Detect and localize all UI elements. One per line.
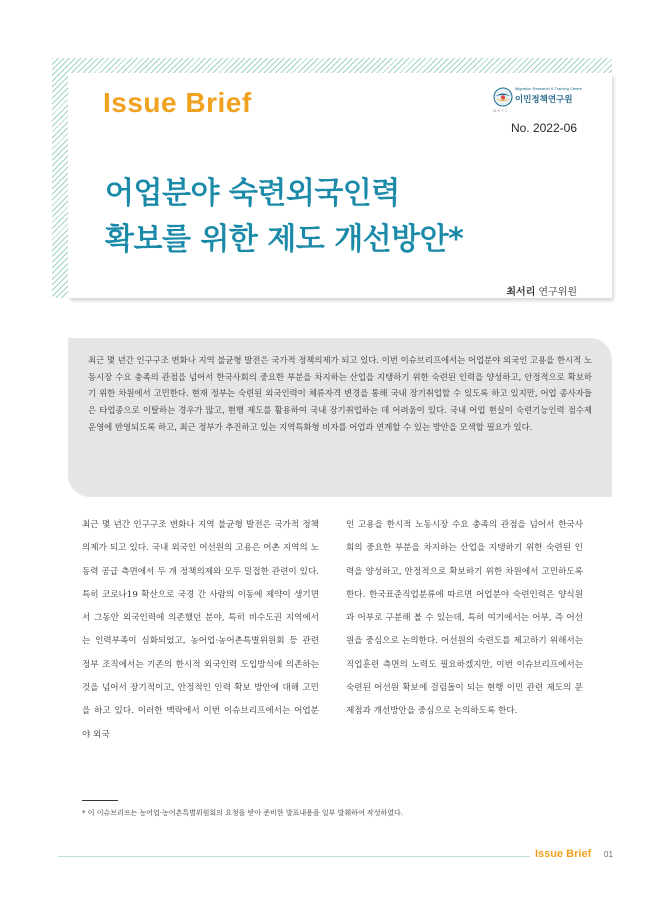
summary-box: 최근 몇 년간 인구구조 변화나 지역 불균형 발전은 국가적 정책의제가 되고 있다. 이번 이슈브리프에서는 어업분야 외국인 고용을 한시적 노동시장 수요 충족의 관점을 넘어서 한국사회의 중요한 부분을 차지하는 산업을 지탱하기 위한 숙련된 인력을 양성하고, 안정적으로 확보하기 위한 차원에서 고민한다. 현재 정부는 숙련된 외국인력이 체류자격 변경을 통해 국내 장기취업할 수 있도록 하고 있지만, 어업 종사자들은 타업종으로 이탈하는 경우가 많고, 현행 제도를 활용하여 국내 장기취업하는 데 어려움이 있다. 국내 어업 현실이 숙련기능인력 점수제 운영에 반영되도록 하고, 최근 정부가 추진하고 있는 지역특화형 비자를 어업과 연계할 수 있는 방안을 모색할 필요가 있다.	[68, 338, 612, 497]
author-name: 최서리	[506, 287, 536, 298]
globe-logo-icon	[493, 87, 513, 107]
logo-english-name: Migration Research & Training Centre	[515, 86, 582, 91]
footer-divider	[58, 856, 530, 857]
page-title	[105, 171, 463, 263]
issue-number: No. 2022-06	[510, 121, 577, 135]
institute-logo	[493, 84, 593, 116]
brand-title: Issue Brief	[103, 87, 252, 118]
page-number: 01	[604, 850, 613, 859]
footnote: * 이 이슈브리프는 농어업·농어촌특별위원회의 요청을 받아 준비한 발표내용을 일부 발췌하여 작성하였다.	[82, 809, 403, 817]
body-column-right: 인 고용을 한시적 노동시장 수요 충족의 관점을 넘어서 한국사회의 중요한 부분을 차지하는 산업을 지탱하기 위한 숙련된 인력을 양성하고, 안정적으로 확보하기 위한 차원에서 고민하도록 한다. 한국표준직업분류에 따르면 어업분야 숙련인력은 양식원과 어부로 구분해 볼 수 있는데, 특히 여기에서는 어부, 즉 어선원을 중심으로 논의한다. 어선원의 숙련도를 제고하기 위해서는 직업훈련 측면의 노력도 필요하겠지만, 이번 이슈브리프에서는 숙련된 어선원 확보에 걸림돌이 되는 현행 이민 관련 제도의 문제점과 개선방안을 중심으로 논의하도록 한다.	[346, 520, 583, 717]
logo-korean-name: 이민정책연구원	[515, 95, 573, 105]
footnote-divider	[82, 800, 118, 801]
title-line-2: 확보를 위한 제도 개선방안*	[105, 222, 464, 257]
author-credit	[506, 283, 577, 298]
footer-brand: Issue Brief	[535, 848, 592, 860]
title-line-1: 어업분야 숙련외국인력	[105, 176, 400, 211]
author-role: 연구위원	[538, 287, 577, 298]
body-column-left: 최근 몇 년간 인구구조 변화나 지역 불균형 발전은 국가적 정책의제가 되고 있다. 국내 외국인 어선원의 고용은 어촌 지역의 노동력 공급 측면에서 두 개 정책의제와 모두 밀접한 관련이 있다. 특히 코로나19 확산으로 국경 간 사람의 이동에 제약이 생기면서 그동안 외국인력에 의존했던 분야, 특히 비수도권 지역에서는 인력부족이 심화되었고, 농어업·농어촌특별위원회 등 관련 정부 조직에서는 기존의 한시적 외국인력 도입방식에 의존하는 것을 넘어서 장기적이고, 안정적인 인력 확보 방안에 대해 고민을 하고 있다. 이러한 맥락에서 이번 이슈브리프에서는 어업분야 외국	[82, 520, 319, 740]
logo-abbreviation: MRTC	[493, 108, 509, 113]
